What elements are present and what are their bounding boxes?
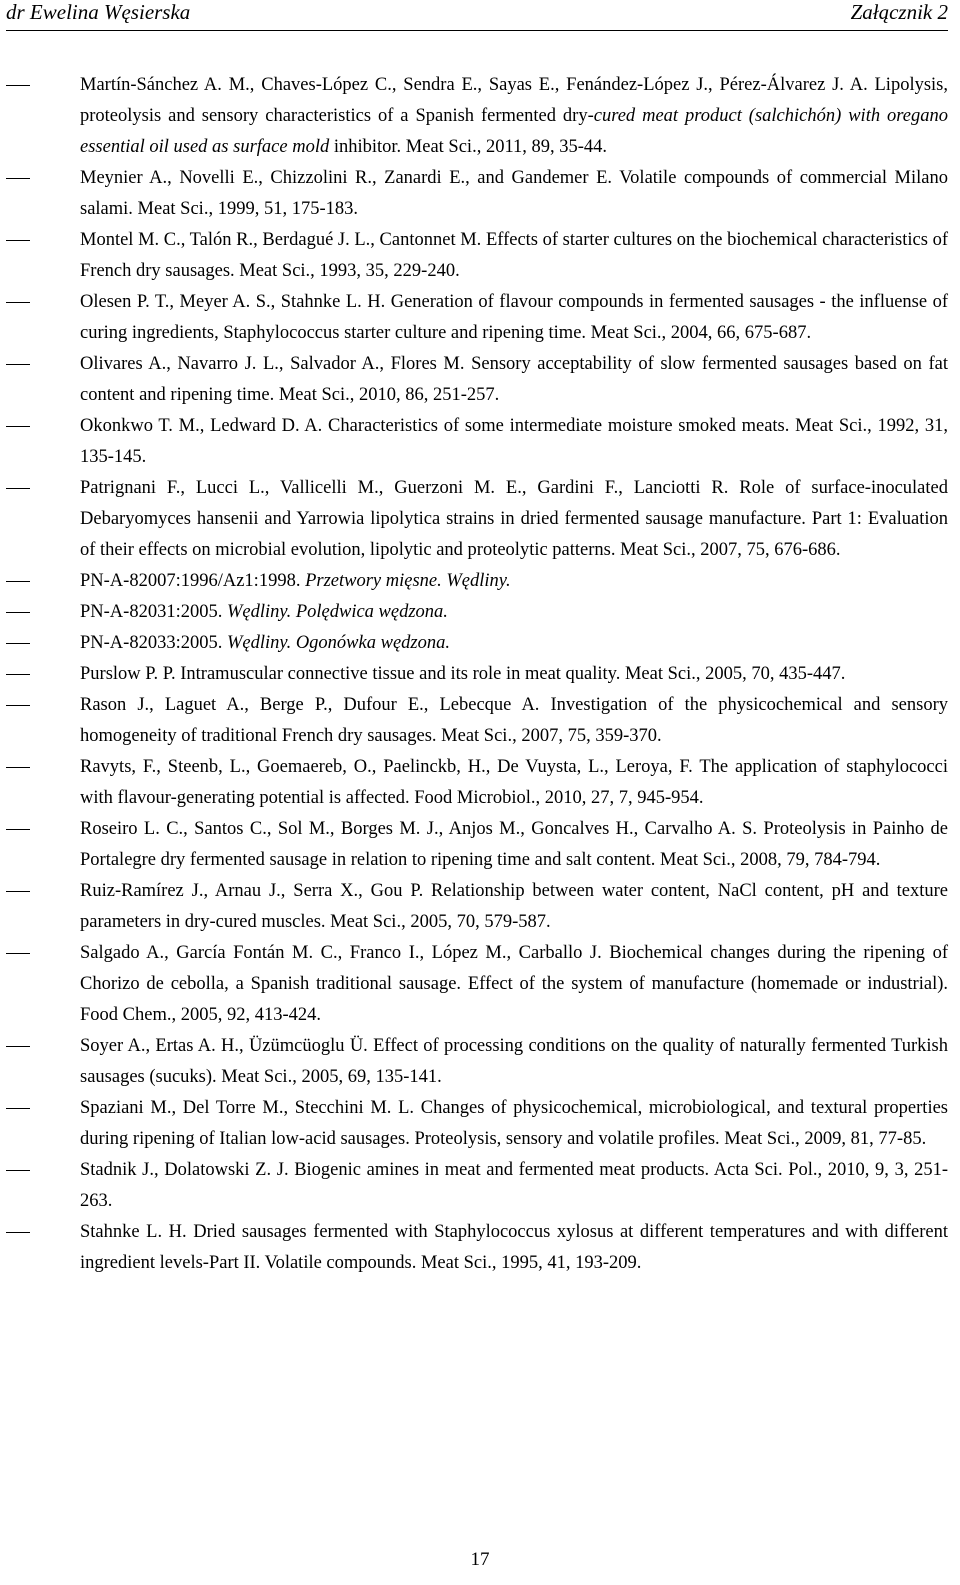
reference-item — [80, 659, 948, 690]
dash-bullet — [6, 767, 30, 768]
reference-item — [80, 1031, 948, 1093]
reference-item — [80, 1217, 948, 1279]
dash-bullet — [6, 581, 30, 582]
dash-bullet — [6, 426, 30, 427]
reference-item — [80, 876, 948, 938]
dash-bullet — [6, 302, 30, 303]
reference-list — [0, 70, 960, 1279]
reference-item — [80, 566, 948, 597]
dash-bullet — [6, 1108, 30, 1109]
reference-item — [80, 411, 948, 473]
reference-italic-text: Wędliny. Ogonówka wędzona. — [226, 633, 450, 653]
reference-item — [80, 1093, 948, 1155]
reference-italic-text: Wędliny. Polędwica wędzona. — [226, 602, 448, 622]
reference-text: PN-A-82033:2005. — [80, 633, 227, 653]
reference-item — [80, 225, 948, 287]
reference-item — [80, 1155, 948, 1217]
dash-bullet — [6, 953, 30, 954]
dash-bullet — [6, 364, 30, 365]
reference-text: Rason J., Laguet A., Berge P., Dufour E., Lebecque A. Investigation of the physicochemical and sensory homogeneity of traditional French dry sausages. Meat Sci., 2007, 75, 359-370. — [80, 695, 948, 746]
header-author: dr Ewelina Węsierska — [6, 0, 191, 24]
header-section: Załącznik 2 — [850, 0, 948, 24]
dash-bullet — [6, 612, 30, 613]
reference-text: Ruiz-Ramírez J., Arnau J., Serra X., Gou P. Relationship between water content, NaCl content, pH and texture parameters in dry-cured muscles. Meat Sci., 2005, 70, 579-587. — [80, 881, 948, 932]
reference-item — [80, 628, 948, 659]
reference-text: Olivares A., Navarro J. L., Salvador A., Flores M. Sensory acceptability of slow fermented sausages based on fat content and ripening time. Meat Sci., 2010, 86, 251-257. — [80, 354, 948, 405]
reference-text: Olesen P. T., Meyer A. S., Stahnke L. H. Generation of flavour compounds in fermented sausages - the influense of curing ingredients, Staphylococcus starter culture and ripening time. Meat Sci., 2004, 66, 675-687. — [80, 292, 948, 343]
reference-text: Ravyts, F., Steenb, L., Goemaereb, O., Paelinckb, H., De Vuysta, L., Leroya, F. The application of staphylococci with flavour-generating potential is affected. Food Microbiol., 2010, 27, 7, 945-954. — [80, 757, 948, 808]
reference-text: Salgado A., García Fontán M. C., Franco I., López M., Carballo J. Biochemical changes during the ripening of Chorizo de cebolla, a Spanish traditional sausage. Effect of the system of manufacture (homemade or industrial). Food Chem., 2005, 92, 413-424. — [80, 943, 948, 1025]
dash-bullet — [6, 1046, 30, 1047]
dash-bullet — [6, 85, 30, 86]
reference-text: Roseiro L. C., Santos C., Sol M., Borges M. J., Anjos M., Goncalves H., Carvalho A. S. Proteolysis in Painho de Portalegre dry fermented sausage in relation to ripening time and salt content. Meat Sci., 2008, 79, 784-794. — [80, 819, 948, 870]
dash-bullet — [6, 705, 30, 706]
reference-text: Montel M. C., Talón R., Berdagué J. L., Cantonnet M. Effects of starter cultures on the biochemical characteristics of French dry sausages. Meat Sci., 1993, 35, 229-240. — [80, 230, 948, 281]
reference-italic-text: Przetwory mięsne. Wędliny. — [305, 571, 511, 591]
dash-bullet — [6, 488, 30, 489]
dash-bullet — [6, 891, 30, 892]
reference-item — [80, 597, 948, 628]
dash-bullet — [6, 829, 30, 830]
reference-item — [80, 473, 948, 566]
reference-text: Patrignani F., Lucci L., Vallicelli M., Guerzoni M. E., Gardini F., Lanciotti R. Role of surface-inoculated Debaryomyces hansenii and Yarrowia lipolytica strains in dried fermented sausage manufacture. Part 1: Evaluation of their effects on microbial evolution, lipolytic and proteolytic patterns. Meat Sci., 2007, 75, 676-686. — [80, 478, 948, 560]
reference-item — [80, 163, 948, 225]
page-number: 17 — [470, 1549, 490, 1570]
reference-text: Meynier A., Novelli E., Chizzolini R., Zanardi E., and Gandemer E. Volatile compounds of commercial Milano salami. Meat Sci., 1999, 51, 175-183. — [80, 168, 948, 219]
reference-item — [80, 287, 948, 349]
reference-text: Stahnke L. H. Dried sausages fermented with Staphylococcus xylosus at different temperatures and with different ingredient levels-Part II. Volatile compounds. Meat Sci., 1995, 41, 193-209. — [80, 1222, 948, 1273]
page-header — [6, 0, 948, 31]
reference-text: Spaziani M., Del Torre M., Stecchini M. L. Changes of physicochemical, microbiological, and textural properties during ripening of Italian low-acid sausages. Proteolysis, sensory and volatile profiles. Meat Sci., 2009, 81, 77-85. — [80, 1098, 948, 1149]
reference-text: Purslow P. P. Intramuscular connective tissue and its role in meat quality. Meat Sci., 2005, 70, 435-447. — [80, 664, 846, 684]
dash-bullet — [6, 643, 30, 644]
dash-bullet — [6, 240, 30, 241]
dash-bullet — [6, 674, 30, 675]
reference-text: PN-A-82031:2005. — [80, 602, 227, 622]
dash-bullet — [6, 1232, 30, 1233]
dash-bullet — [6, 178, 30, 179]
reference-item — [80, 70, 948, 163]
reference-text: inhibitor. Meat Sci., 2011, 89, 35-44. — [329, 137, 608, 157]
reference-text: Okonkwo T. M., Ledward D. A. Characteristics of some intermediate moisture smoked meats. Meat Sci., 1992, 31, 135-145. — [80, 416, 948, 467]
reference-text: Martín-Sánchez A. M., Chaves-López C., Sendra E., Sayas E., Fenández-López J., Pérez-Álvarez J. A. Lipolysis, proteolysis and sensory characteristics of a Spanish fermented dry- — [80, 75, 948, 126]
reference-text: PN-A-82007:1996/Az1:1998. — [80, 571, 306, 591]
reference-item — [80, 938, 948, 1031]
reference-item — [80, 690, 948, 752]
reference-item — [80, 752, 948, 814]
dash-bullet — [6, 1170, 30, 1171]
reference-text: Stadnik J., Dolatowski Z. J. Biogenic amines in meat and fermented meat products. Acta Sci. Pol., 2010, 9, 3, 251-263. — [80, 1160, 948, 1211]
reference-item — [80, 814, 948, 876]
reference-item — [80, 349, 948, 411]
reference-italic-text: cured meat product (salchichón) with oregano essential oil used as surface mold — [80, 106, 948, 157]
reference-text: Soyer A., Ertas A. H., Üzümcüoglu Ü. Effect of processing conditions on the quality of naturally fermented Turkish sausages (sucuks). Meat Sci., 2005, 69, 135-141. — [80, 1036, 948, 1087]
